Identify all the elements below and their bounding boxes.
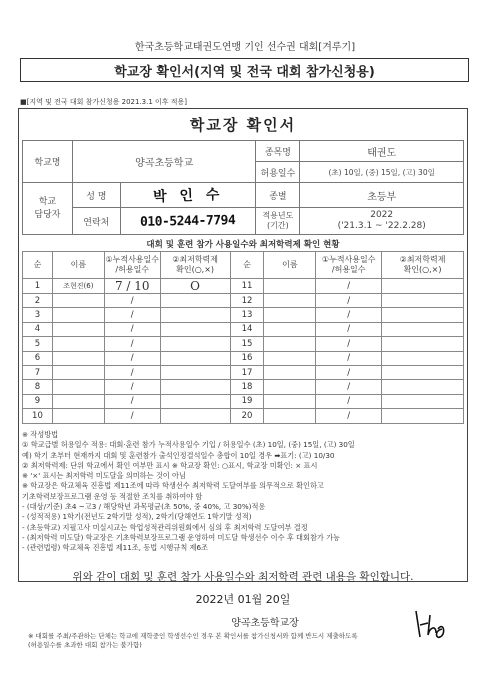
instruction-line: - (성적적용) 1학기(전년도 2학기말 성적), 2학기(당해연도 1학기말 성적)	[22, 512, 252, 522]
grid-cell-days: /	[104, 322, 160, 336]
grid-header-min-academic-right: ②최저학력제 확인(○,×)	[382, 252, 464, 279]
instruction-line: ① 학교급별 허용일수 적용: 대회·훈련 참가 누적사용일수 기입 / 허용일수 (초) 10일, (중) 15일, (고) 30일	[22, 440, 355, 450]
grid-cell-days: /	[104, 380, 160, 394]
grid-cell-no: 3	[23, 308, 53, 322]
grid-cell-name	[52, 365, 104, 379]
grid-cell-check	[382, 394, 464, 408]
status-section-title: 대회 및 훈련 참가 사용일수와 최저학력제 확인 현황	[146, 240, 340, 250]
footnote-line: (허용일수를 초과한 대회 참가는 불가함)	[28, 641, 142, 649]
instruction-line: - (최저학력 미도달) 학교장은 기초학력보장프로그램 운영하여 미도달 학생선수 이수 후 대회참가 가능	[22, 532, 341, 542]
grid-row	[23, 337, 464, 351]
grid-cell-name	[52, 322, 104, 336]
grid-row	[23, 279, 464, 294]
grid-header-days: ①누적사용일수 /허용일수	[104, 252, 160, 279]
grid-cell-check	[382, 380, 464, 394]
grid-row	[23, 394, 464, 408]
grid-row	[23, 365, 464, 379]
contact-handwriting: 010-5244-7794	[140, 212, 236, 230]
instructions-title: ※ 작성방법	[22, 430, 59, 439]
grid-cell-check	[382, 409, 464, 423]
allowed-days-label: 허용일수	[256, 162, 300, 183]
grid-cell-no: 18	[230, 380, 264, 394]
division-value: 초등부	[300, 183, 464, 208]
grid-cell-name	[264, 337, 316, 351]
grid-cell-no: 9	[23, 394, 53, 408]
grid-cell-days: /	[316, 351, 382, 365]
instructions	[22, 430, 464, 554]
grid-cell-name	[264, 365, 316, 379]
grid-cell-check	[160, 322, 230, 336]
allowed-days-value: (초) 10일, (중) 15일, (고) 30일	[300, 162, 464, 183]
org-header: 한국초등학교태권도연맹 기인 선수권 대회[겨루기]	[134, 42, 356, 53]
grid-cell-no: 7	[23, 365, 53, 379]
grid-cell-days: /	[104, 308, 160, 322]
period-label: 적용년도 (기간)	[256, 208, 300, 235]
grid-cell-days: /	[316, 380, 382, 394]
grid-cell-check	[382, 308, 464, 322]
grid-cell-no: 2	[23, 294, 53, 308]
school-value: 양곡초등학교	[72, 141, 256, 183]
instruction-line: 예) 학기 초부터 현재까지 대회 및 훈련참가 출석인정결석일수 총합이 10일 경우 ➡표기: (고) 10/30	[22, 450, 335, 460]
grid-cell-days: /	[316, 279, 382, 294]
grid-cell-check	[160, 294, 230, 308]
contact-label: 연락처	[72, 208, 120, 235]
grid-cell-no: 1	[23, 279, 53, 294]
grid-cell-check	[160, 365, 230, 379]
period-year: 2022	[370, 210, 394, 220]
grid-cell-no: 14	[230, 322, 264, 336]
instruction-line: ② 최저학력제: 단위 학교에서 확인 여부만 표시 ※ 학교장 확인: ○표시, 학교장 미확인: × 표시	[22, 460, 318, 470]
grid-cell-days: /	[316, 394, 382, 408]
grid-cell-no: 4	[23, 322, 53, 336]
form-title: 학교장 확인서	[189, 116, 297, 134]
grid-cell-name	[264, 322, 316, 336]
grid-cell-days: /	[104, 394, 160, 408]
grid-cell-check	[160, 409, 230, 423]
grid-cell-days: /	[316, 322, 382, 336]
manager-name-label: 성 명	[72, 183, 120, 208]
status-grid	[22, 251, 464, 424]
grid-cell-check	[382, 337, 464, 351]
grid-cell-no: 19	[230, 394, 264, 408]
grid-cell-no: 12	[230, 294, 264, 308]
manager-label: 학교 담당자	[23, 183, 73, 235]
grid-cell-check	[160, 337, 230, 351]
grid-header-no: 순	[23, 252, 53, 279]
school-label: 학교명	[23, 141, 73, 183]
instruction-line: ※ 학교장은 학교체육 진흥법 제11조에 따라 학생선수 최저학력 도달여부를 의무적으로 확인하고	[22, 481, 324, 491]
instruction-line: - (관련법령) 학교체육 진흥법 제11조, 동법 시행규칙 제6조	[22, 543, 209, 553]
event-value: 태권도	[300, 141, 464, 162]
period-range: ('21.3.1 ~ '22.2.28)	[337, 221, 426, 231]
grid-cell-name: 조현진(6)	[52, 279, 104, 294]
grid-cell-days: /	[316, 308, 382, 322]
grid-cell-no: 20	[230, 409, 264, 423]
grid-row	[23, 351, 464, 365]
grid-row	[23, 294, 464, 308]
grid-cell-name	[52, 409, 104, 423]
grid-cell-name	[264, 308, 316, 322]
grid-cell-no: 5	[23, 337, 53, 351]
grid-cell-name	[52, 394, 104, 408]
principal-name: 양곡초등학교장	[231, 618, 299, 629]
confirmation-statement: 위와 같이 대회 및 훈련 참가 사용일수와 최저학력 관련 내용을 확인합니다.	[72, 571, 414, 583]
grid-cell-check	[382, 279, 464, 294]
footnote-line: ※ 대회를 주최/주관하는 단체는 학교에 재학중인 학생선수인 경우 본 확인서를 참가신청서와 함께 반드시 제출하도록	[28, 632, 358, 640]
grid-cell-check	[382, 322, 464, 336]
grid-cell-name	[264, 279, 316, 294]
grid-cell-no: 15	[230, 337, 264, 351]
manager-name-handwriting: 박 인 수	[152, 186, 224, 206]
grid-row	[23, 322, 464, 336]
document-title: 학교장 확인서(지역 및 전국 대회 참가신청용)	[20, 58, 469, 82]
grid-cell-name	[52, 380, 104, 394]
grid-cell-days: /	[316, 294, 382, 308]
grid-cell-check: O	[160, 279, 230, 294]
manager-name-cell	[120, 183, 256, 208]
grid-header-name: 이름	[52, 252, 104, 279]
grid-cell-days: /	[316, 409, 382, 423]
grid-cell-days: /	[104, 365, 160, 379]
grid-cell-check	[382, 294, 464, 308]
grid-cell-days: 7 / 10	[104, 279, 160, 294]
instruction-line: - (대상/기준) 초4 ~고3 / 해당학년 과목평균(초 50%, 중 40%, 고 30%)적용	[22, 502, 266, 512]
instruction-line: ※ '×' 표시는 최저학력 미도달을 의미하는 것이 아님	[22, 471, 186, 481]
grid-cell-days: /	[104, 337, 160, 351]
grid-cell-name	[52, 308, 104, 322]
grid-header-name-right: 이름	[264, 252, 316, 279]
grid-cell-check	[382, 351, 464, 365]
instruction-line: 기초학력보장프로그램 운영 등 적절한 조치를 취하여야 함	[22, 491, 203, 501]
footnote	[28, 632, 468, 650]
grid-row	[23, 409, 464, 423]
grid-cell-days: /	[316, 337, 382, 351]
grid-cell-no: 8	[23, 380, 53, 394]
grid-cell-name	[264, 394, 316, 408]
instruction-line: - (초등학교) 지필고사 미실시교는 학업성적관리위원회에서 심의 후 최저학력 도달여부 결정	[22, 522, 308, 532]
grid-cell-name	[264, 380, 316, 394]
period-value	[300, 208, 464, 235]
grid-cell-days: /	[104, 294, 160, 308]
grid-cell-name	[264, 294, 316, 308]
grid-cell-name	[52, 337, 104, 351]
grid-cell-no: 17	[230, 365, 264, 379]
grid-cell-days: /	[104, 409, 160, 423]
grid-cell-no: 10	[23, 409, 53, 423]
grid-cell-no: 16	[230, 351, 264, 365]
confirmation-date: 2022년 01월 20일	[195, 593, 291, 606]
grid-cell-check	[160, 308, 230, 322]
grid-cell-no: 11	[230, 279, 264, 294]
grid-cell-check	[160, 394, 230, 408]
grid-cell-check	[160, 380, 230, 394]
grid-cell-no: 13	[230, 308, 264, 322]
application-note: ■[지역 및 전국 대회 참가신청용 2021.3.1 이후 적용]	[20, 98, 188, 106]
grid-cell-days: /	[316, 365, 382, 379]
grid-cell-no: 6	[23, 351, 53, 365]
event-label: 종목명	[256, 141, 300, 162]
grid-cell-name	[264, 409, 316, 423]
grid-cell-check	[160, 351, 230, 365]
grid-cell-name	[52, 351, 104, 365]
division-label: 종별	[256, 183, 300, 208]
grid-cell-name	[52, 294, 104, 308]
grid-row	[23, 380, 464, 394]
grid-header-min-academic: ②최저학력제 확인(○,×)	[160, 252, 230, 279]
grid-cell-check	[382, 365, 464, 379]
grid-header-no-right: 순	[230, 252, 264, 279]
info-table	[22, 140, 464, 235]
grid-header-days-right: ①누적사용일수 /허용일수	[316, 252, 382, 279]
grid-cell-name	[264, 351, 316, 365]
grid-cell-days: /	[104, 351, 160, 365]
grid-row	[23, 308, 464, 322]
contact-cell	[120, 208, 256, 235]
